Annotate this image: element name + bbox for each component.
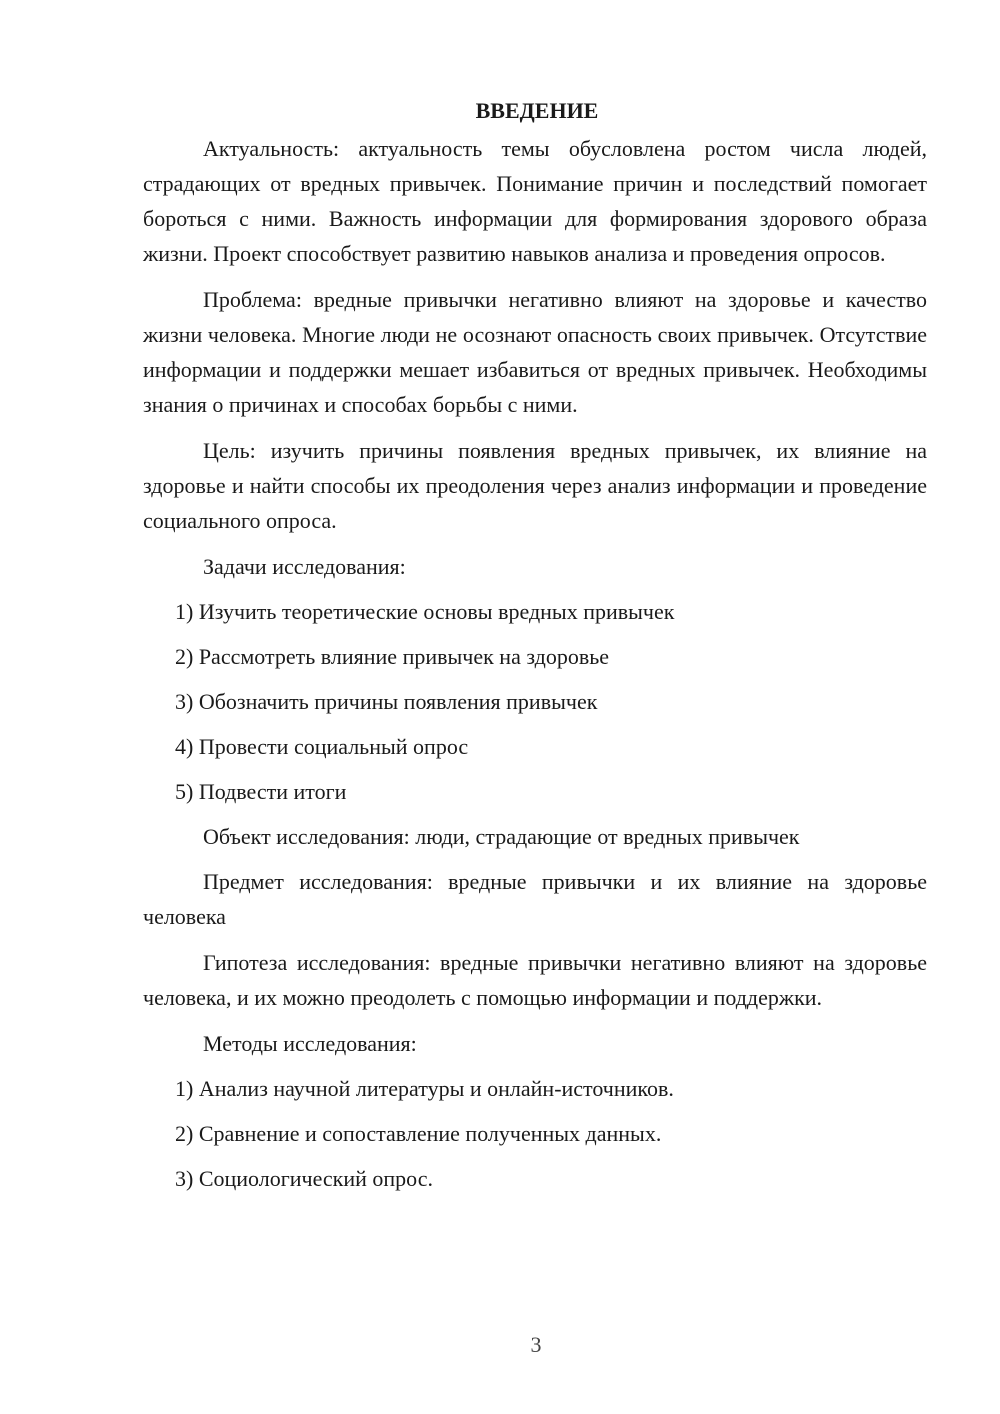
task-item-2: 2) Рассмотреть влияние привычек на здоровье (175, 644, 610, 669)
page-number: 3 (530, 1332, 542, 1357)
task-item-3: 3) Обозначить причины появления привычек (175, 689, 598, 714)
task-item-1: 1) Изучить теоретические основы вредных привычек (175, 599, 675, 624)
task-item-4: 4) Провести социальный опрос (175, 734, 469, 759)
method-item-1: 1) Анализ научной литературы и онлайн-источников. (175, 1076, 674, 1101)
hypothesis-paragraph: Гипотеза исследования: вредные привычки негативно влияют на здоровье человека, и их можно преодолеть с помощью информации и поддержки. (143, 950, 927, 1010)
task-item-5: 5) Подвести итоги (175, 779, 347, 804)
method-item-2: 2) Сравнение и сопоставление полученных данных. (175, 1121, 662, 1146)
methods-heading: Методы исследования: (203, 1031, 417, 1056)
object-line: Объект исследования: люди, страдающие от вредных привычек (203, 824, 800, 849)
page-content (143, 93, 927, 1206)
goal-paragraph: Цель: изучить причины появления вредных привычек, их влияние на здоровье и найти способы их преодоления через анализ информации и проведение социального опроса. (143, 438, 927, 533)
subject-paragraph: Предмет исследования: вредные привычки и их влияние на здоровье человека (143, 869, 927, 929)
section-title: ВВЕДЕНИЕ (475, 98, 599, 123)
relevance-paragraph: Актуальность: актуальность темы обусловлена ростом числа людей, страдающих от вредных привычек. Понимание причин и последствий помогает бороться с ними. Важность информации для формирования здорового образа жизни. Проект способствует развитию навыков анализа и проведения опросов. (143, 136, 927, 266)
tasks-heading: Задачи исследования: (203, 554, 406, 579)
method-item-3: 3) Социологический опрос. (175, 1166, 433, 1191)
problem-paragraph: Проблема: вредные привычки негативно влияют на здоровье и качество жизни человека. Многие люди не осознают опасность своих привычек. Отсутствие информации и поддержки мешает избавиться от вредных привычек. Необходимы знания о причинах и способах борьбы с ними. (143, 287, 927, 417)
